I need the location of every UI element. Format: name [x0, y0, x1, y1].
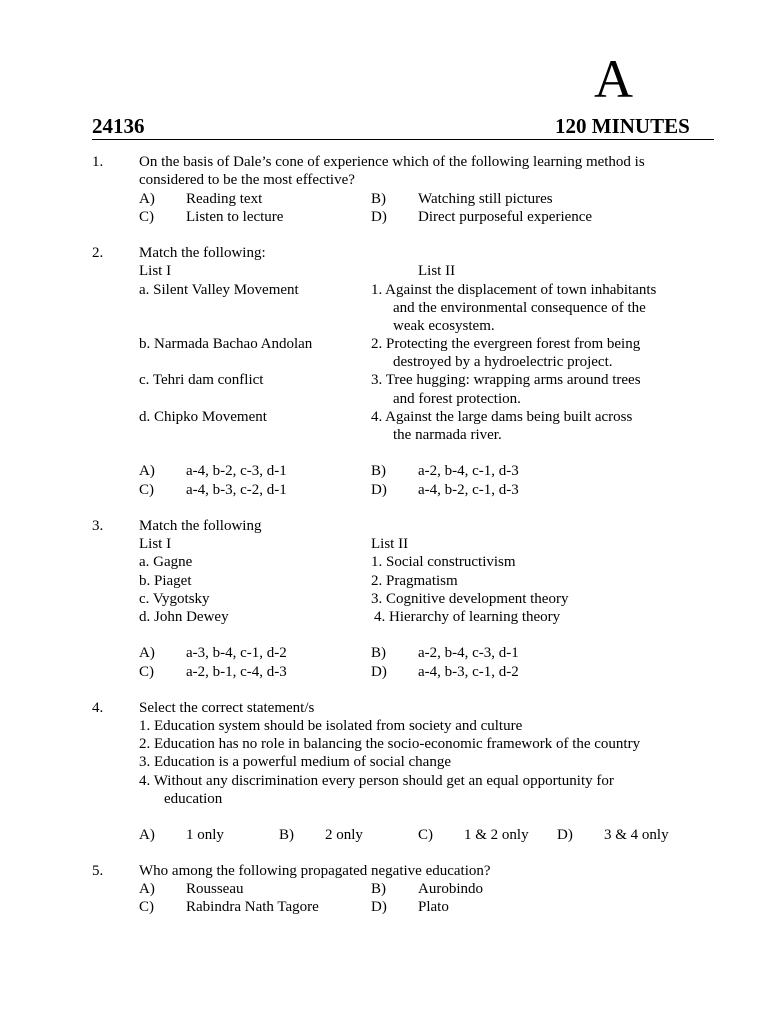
statement-item: 1. Education system should be isolated from society and culture [139, 718, 523, 734]
list-1-item: d. Chipko Movement [139, 409, 267, 425]
question-stem: Who among the following propagated negative education? [139, 863, 491, 879]
list-1-header: List I [139, 536, 172, 552]
option-text: a-4, b-3, c-1, d-2 [418, 664, 519, 680]
list-2-item: and the environmental consequence of the [393, 300, 646, 316]
option-text: Reading text [186, 191, 263, 207]
list-2-item: 4. Hierarchy of learning theory [374, 609, 561, 625]
header-rule [92, 139, 714, 140]
option-text: Watching still pictures [418, 191, 553, 207]
option-text: 1 only [186, 827, 224, 843]
option-key: B) [279, 827, 294, 843]
option-key: D) [371, 482, 387, 498]
option-text: Plato [418, 899, 449, 915]
exam-duration: 120 MINUTES [555, 114, 690, 138]
question-stem: Match the following: [139, 245, 266, 261]
option-text: a-2, b-4, c-3, d-1 [418, 645, 519, 661]
option-key: B) [371, 463, 386, 479]
statement-item: 3. Education is a powerful medium of social change [139, 754, 451, 770]
list-2-item: 1. Against the displacement of town inhabitants [371, 282, 657, 298]
option-key: A) [139, 645, 155, 661]
question-number: 3. [92, 518, 104, 534]
option-text: a-2, b-4, c-1, d-3 [418, 463, 519, 479]
option-key: D) [557, 827, 573, 843]
question-number: 2. [92, 245, 104, 261]
list-1-item: a. Silent Valley Movement [139, 282, 299, 298]
list-1-item: c. Vygotsky [139, 591, 210, 607]
option-key: C) [139, 482, 154, 498]
question-stem: considered to be the most effective? [139, 172, 355, 188]
question-set-letter: A [594, 49, 633, 109]
list-1-header: List I [139, 263, 172, 279]
option-key: C) [139, 664, 154, 680]
list-1-item: b. Piaget [139, 573, 192, 589]
list-2-item: weak ecosystem. [393, 318, 495, 334]
statement-item: education [164, 791, 223, 807]
option-text: Direct purposeful experience [418, 209, 593, 225]
option-text: a-2, b-1, c-4, d-3 [186, 664, 287, 680]
option-key: B) [371, 645, 386, 661]
option-key: A) [139, 191, 155, 207]
question-stem: On the basis of Dale’s cone of experience which of the following learning method is [139, 154, 645, 170]
question-stem: Select the correct statement/s [139, 700, 315, 716]
option-key: C) [139, 899, 154, 915]
list-2-item: 3. Cognitive development theory [371, 591, 569, 607]
list-1-item: b. Narmada Bachao Andolan [139, 336, 313, 352]
list-2-item: 2. Pragmatism [371, 573, 458, 589]
option-key: A) [139, 827, 155, 843]
option-key: D) [371, 899, 387, 915]
list-1-item: c. Tehri dam conflict [139, 372, 264, 388]
option-key: A) [139, 881, 155, 897]
list-2-item: and forest protection. [393, 391, 521, 407]
statement-item: 2. Education has no role in balancing the socio-economic framework of the country [139, 736, 641, 752]
option-key: B) [371, 881, 386, 897]
question-number: 4. [92, 700, 104, 716]
option-key: D) [371, 209, 387, 225]
list-1-item: a. Gagne [139, 554, 193, 570]
option-text: 1 & 2 only [464, 827, 529, 843]
option-text: 3 & 4 only [604, 827, 669, 843]
list-2-header: List II [418, 263, 456, 279]
list-2-item: 1. Social constructivism [371, 554, 516, 570]
list-2-item: destroyed by a hydroelectric project. [393, 354, 613, 370]
option-key: B) [371, 191, 386, 207]
list-2-item: 4. Against the large dams being built across [371, 409, 633, 425]
list-2-item: 2. Protecting the evergreen forest from being [371, 336, 641, 352]
question-number: 5. [92, 863, 104, 879]
option-text: 2 only [325, 827, 363, 843]
option-text: Aurobindo [418, 881, 483, 897]
statement-item: 4. Without any discrimination every person should get an equal opportunity for [139, 773, 614, 789]
list-2-item: the narmada river. [393, 427, 502, 443]
option-key: C) [139, 209, 154, 225]
option-text: a-4, b-2, c-1, d-3 [418, 482, 519, 498]
paper-code: 24136 [92, 114, 145, 138]
option-text: Rousseau [186, 881, 244, 897]
question-number: 1. [92, 154, 104, 170]
option-key: A) [139, 463, 155, 479]
list-1-item: d. John Dewey [139, 609, 229, 625]
list-2-item: 3. Tree hugging: wrapping arms around trees [371, 372, 641, 388]
option-text: a-3, b-4, c-1, d-2 [186, 645, 287, 661]
option-text: Rabindra Nath Tagore [186, 899, 319, 915]
option-key: C) [418, 827, 433, 843]
option-text: a-4, b-2, c-3, d-1 [186, 463, 287, 479]
question-stem: Match the following [139, 518, 262, 534]
option-text: a-4, b-3, c-2, d-1 [186, 482, 287, 498]
option-text: Listen to lecture [186, 209, 284, 225]
list-2-header: List II [371, 536, 409, 552]
option-key: D) [371, 664, 387, 680]
